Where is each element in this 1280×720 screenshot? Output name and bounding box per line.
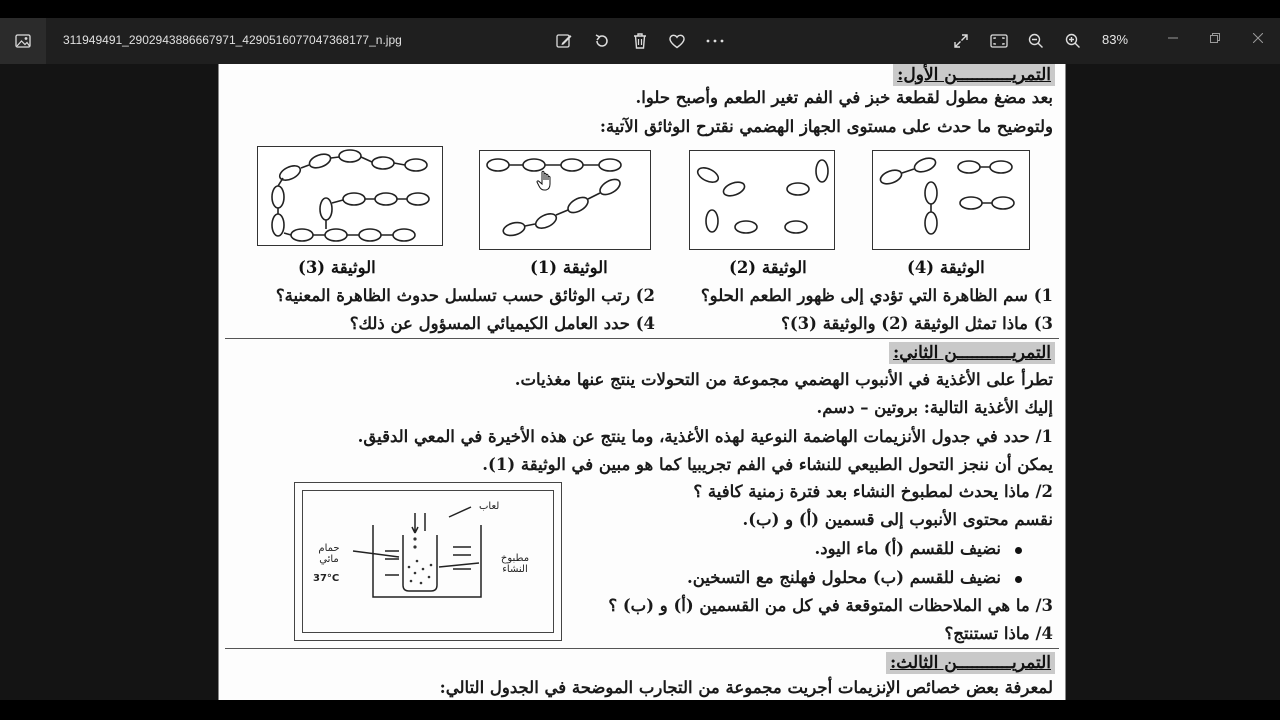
more-button[interactable] (703, 29, 727, 53)
starch-chain-diagram (258, 147, 442, 245)
close-icon (1253, 33, 1263, 43)
minimize-button[interactable] (1158, 26, 1188, 50)
fit-icon (990, 34, 1008, 48)
ex1-question4: 4) حدد العامل الكيميائي المسؤول عن ذلك؟ (349, 314, 655, 333)
rotate-icon (593, 32, 611, 50)
title-bar (0, 18, 1280, 64)
zoom-out-button[interactable] (1024, 29, 1048, 53)
doc2-label: الوثيقة (2) (729, 258, 807, 277)
zoom-out-icon (1028, 33, 1044, 49)
ex2-line2: إليك الأغذية التالية: بروتين – دسم. (816, 398, 1053, 417)
separator (225, 648, 1059, 649)
bottom-black-band (0, 700, 1280, 720)
ex2-line4: يمكن أن ننجز التحول الطبيعي للنشاء في الفم تجريبيا كما هو مبين في الوثيقة (1). (482, 455, 1053, 474)
exercise1-header: التمريـــــــــــن الأول: (893, 64, 1055, 86)
ex1-question2: 2) رتب الوثائق حسب تسلسل حدوث الظاهرة المعنية؟ (275, 286, 655, 305)
restore-button[interactable] (1200, 26, 1230, 50)
water-bath-label: حمام مائي (318, 543, 340, 565)
bullet-marker (1015, 547, 1022, 554)
disaccharide-diagram (873, 151, 1029, 249)
temperature-label: 37°C (313, 573, 340, 584)
figure-doc3 (257, 146, 443, 246)
figure-doc2 (689, 150, 835, 250)
fit-button[interactable] (987, 29, 1011, 53)
app-icon-button[interactable] (0, 18, 46, 64)
ex2-line5: 2/ ماذا يحدث لمطبوخ النشاء بعد فترة زمنية كافية ؟ (693, 482, 1053, 501)
file-name: 311949491_2902943886667971_4290516077047368177_n.jpg (63, 33, 402, 47)
ex2-bullet2-text: نضيف للقسم (ب) محلول فهلنج مع التسخين. (686, 568, 1001, 587)
exercise2-header: التمريـــــــــــن الثاني: (889, 342, 1055, 364)
document-image (218, 64, 1066, 700)
hand-cursor-icon (536, 170, 554, 192)
ex2-line7: 3/ ما هي الملاحظات المتوقعة في كل من القسمين (أ) و (ب) ؟ (608, 596, 1053, 615)
experiment-figure-frame (302, 490, 554, 633)
ex2-line8: 4/ ماذا تستنتج؟ (944, 624, 1053, 643)
edit-button[interactable] (552, 29, 576, 53)
favorite-button[interactable] (665, 29, 689, 53)
ex1-question1: 1) سم الظاهرة التي تؤدي إلى ظهور الطعم الحلو؟ (700, 286, 1053, 305)
ex3-line1: لمعرفة بعض خصائص الإنزيمات أجريت مجموعة من التجارب الموضحة في الجدول التالي: (439, 678, 1053, 697)
delete-button[interactable] (628, 29, 652, 53)
more-icon (706, 38, 724, 44)
rotate-button[interactable] (590, 29, 614, 53)
image-icon (15, 34, 31, 48)
starch-label: مطبوخ النشاء (500, 553, 530, 575)
partial-chain-diagram (480, 151, 650, 249)
ex2-line6: نقسم محتوى الأنبوب إلى قسمين (أ) و (ب). (742, 510, 1053, 529)
top-black-band (0, 0, 1280, 18)
ex1-line1: بعد مضغ مطول لقطعة خبز في الفم تغير الطعم وأصبح حلوا. (635, 88, 1053, 107)
doc1-label: الوثيقة (1) (530, 258, 608, 277)
minimize-icon (1168, 37, 1178, 39)
ex2-line3: 1/ حدد في جدول الأنزيمات الهاضمة النوعية لهذه الأغذية، وما ينتج عن هذه الأخيرة في المعي الدقيق. (357, 427, 1053, 446)
ex2-bullet1-text: نضيف للقسم (أ) ماء اليود. (814, 539, 1001, 558)
ex2-line1: تطرأ على الأغذية في الأنبوب الهضمي مجموعة من التحولات ينتج عنها مغذيات. (514, 370, 1053, 389)
zoom-level[interactable]: 83% (1102, 32, 1129, 47)
ex1-line2: ولتوضيح ما حدث على مستوى الجهاز الهضمي نقترح الوثائق الآتية: (599, 117, 1053, 136)
separator (225, 338, 1059, 339)
fullscreen-button[interactable] (949, 29, 973, 53)
saliva-label: لعاب (479, 501, 500, 512)
ex1-question3: 3) ماذا تمثل الوثيقة (2) والوثيقة (3)؟ (781, 314, 1053, 333)
doc3-label: الوثيقة (3) (298, 258, 376, 277)
delete-icon (632, 32, 648, 50)
zoom-in-icon (1065, 33, 1081, 49)
exercise3-header: التمريـــــــــــن الثالث: (886, 652, 1055, 674)
figure-doc1 (479, 150, 651, 250)
zoom-in-button[interactable] (1061, 29, 1085, 53)
bullet-marker (1015, 576, 1022, 583)
experiment-figure (294, 482, 562, 641)
close-button[interactable] (1243, 26, 1273, 50)
fullscreen-icon (953, 33, 969, 49)
favorite-icon (668, 33, 686, 49)
glucose-units-diagram (690, 151, 834, 249)
doc4-label: الوثيقة (4) (907, 258, 985, 277)
restore-icon (1210, 33, 1220, 43)
edit-icon (555, 32, 573, 50)
figure-doc4 (872, 150, 1030, 250)
